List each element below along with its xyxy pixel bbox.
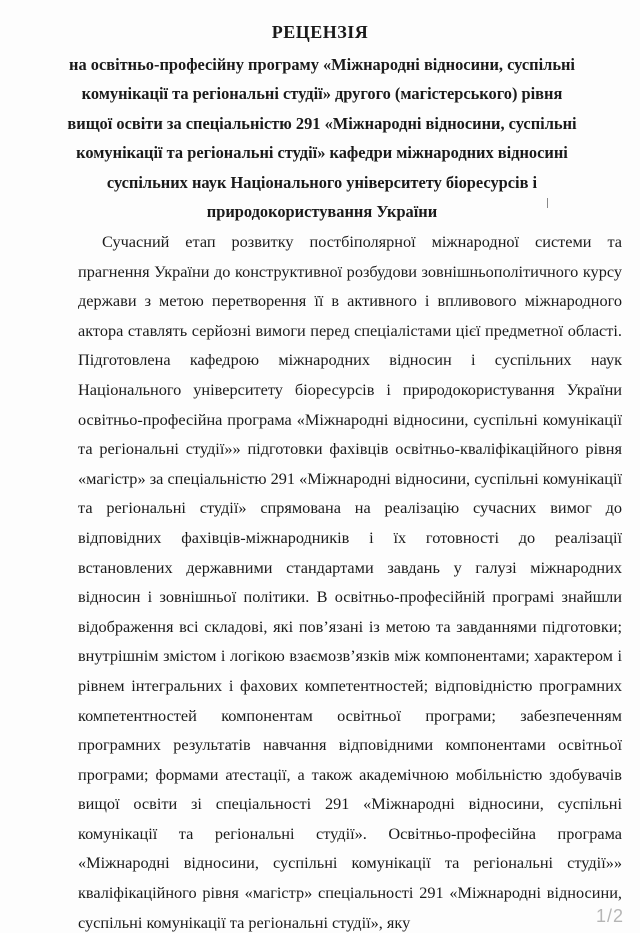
document-title: РЕЦЕНЗІЯ [271,22,369,42]
scan-mark [547,198,551,208]
document-subtitle: на освітньо-професійну програму «Міжнародні відносини, суспільні комунікації та регіональні студії» другого (магістерського) рівня вищої освіти за спеціальністю 291 «Міжнародні відносини, суспільні комунікації та регіональні студії» кафедри міжнародних відносині суспільних наук Національного університету біоресурсів і природокористування України [67,55,577,222]
document-body: Сучасний етап розвитку постбіполярної міжнародної системи та прагнення України до конструктивної розбудови зовнішньополітичного курсу держави з метою перетворення її в активного і впливового міжнародного актора ставлять серйозні вимоги перед спеціалістами цієї предметної області. Підготовлена кафедрою міжнародних відносин і суспільних наук Національного університету біоресурсів і природокористування України освітньо-професійна програма «Міжнародні відносини, суспільні комунікації та регіональні студії»» підготовки фахівців освітньо-кваліфікаційного рівня «магістр» за спеціальністю 291 «Міжнародні відносини, суспільні комунікації та регіональні студії» спрямована на реалізацію сучасних вимог до відповідних фахівців-міжнародників і їх готовності до реалізації встановлених державними стандартами завдань у галузі міжнародних відносин і зовнішньої політики. В освітньо-професійній програмі знайшли відображення всі складові, які пов’язані із метою та завданнями підготовки; внутрішнім змістом і логікою взаємозв’язків між компонентами; характером і рівнем інтегральних і фахових компетентностей; відповідністю програмних компетентностей компонентам освітньої програми; забезпеченням програмних результатів навчання відповідними компонентами освітньої програми; формами атестації, а також академічною мобільністю здобувачів вищої освіти зі спеціальності 291 «Міжнародні відносини, суспільні комунікації та регіональні студії». Освітньо-професійна програма «Міжнародні відносини, суспільні комунікації та регіональні студії»» кваліфікаційного рівня «магістр» спеціальності 291 «Міжнародні відносини, суспільні комунікації та регіональні студії», яку [78,232,622,932]
page-indicator: 1/2 [595,906,624,926]
